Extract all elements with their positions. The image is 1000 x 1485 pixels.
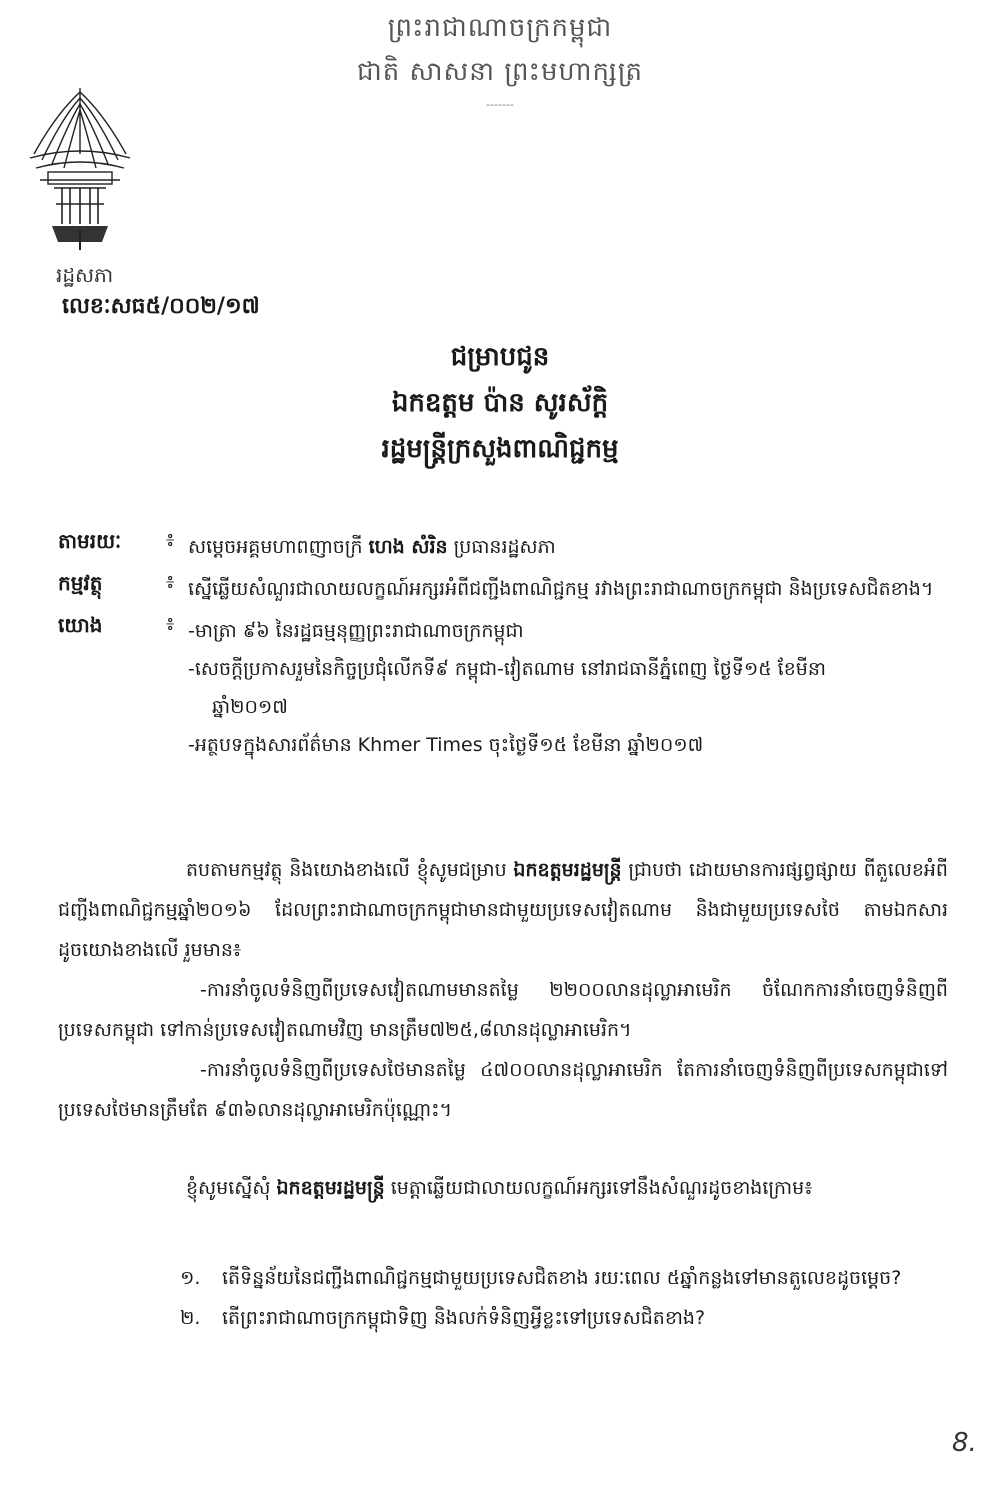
- via-name: ហេង សំរិន: [368, 536, 448, 558]
- addressee-title: រដ្ឋមន្ត្រីក្រសួងពាណិជ្ជកម្ម: [381, 434, 619, 464]
- spacer: [58, 1130, 948, 1168]
- subject-colon: ៖: [166, 571, 175, 593]
- body-paragraph: -ការនាំចូលទំនិញពីប្រទេសវៀតណាមមានតម្លៃ ២២០០លានដុល្លាអាមេរិក ចំណែកការនាំចេញទំនិញពីប្រទេសកម្ពុជា ទៅកាន់ប្រទេសវៀតណាមវិញ មានត្រឹម៧២៥,៨លានដុល្លាអាមេរិក។: [58, 979, 948, 1041]
- subject-row: [58, 570, 958, 608]
- body-text: ជ្រាបថា ដោយមានការផ្សព្វផ្សាយ ពីតួលេខអំពីជញ្ជីងពាណិជ្ជកម្មឆ្នាំ២០១៦ ដែលព្រះរាជាណាចក្រកម្ពុជាមានជាមួយប្រទេសវៀតណាម និងជាមួយប្រទេសថៃ តាមឯកសារដូចយោងខាងលើ រួមមាន៖: [58, 859, 948, 961]
- question-list: [180, 1258, 950, 1338]
- via-suffix: ប្រធានរដ្ឋសភា: [453, 536, 556, 558]
- heading-ornament: -------: [486, 98, 514, 111]
- body-bold-text: ឯកឧត្តមរដ្ឋមន្ត្រី: [513, 859, 622, 881]
- question-number: ២.: [180, 1307, 201, 1329]
- list-item: [180, 1258, 950, 1298]
- reference-colon: ៖: [166, 613, 175, 635]
- national-assembly-emblem-icon: [26, 84, 134, 250]
- body-text: ខ្ញុំសូមស្នើសុំ: [186, 1177, 271, 1199]
- kingdom-title: ព្រះរាជាណាចក្រកម្ពុជា: [387, 13, 613, 43]
- list-item: [180, 1298, 950, 1338]
- institution-name: រដ្ឋសភា: [56, 263, 114, 287]
- question-number: ១.: [180, 1267, 201, 1289]
- body-text: មេត្តាឆ្លើយជាលាយលក្ខណ៍អក្សរទៅនឹងសំណួរដូចខាងក្រោម៖: [390, 1177, 813, 1199]
- subject-label: កម្មវត្ថុ: [58, 571, 103, 595]
- reference-row: [58, 612, 958, 764]
- body-paragraph: [58, 1168, 948, 1208]
- subject-value: ស្នើឆ្លើយសំណួរជាលាយលក្ខណ៍អក្សរអំពីជញ្ជីងពាណិជ្ជកម្ម រវាងព្រះរាជាណាចក្រកម្ពុជា និងប្រទេសជិតខាង។: [188, 578, 934, 600]
- page-number: 8.: [952, 1428, 977, 1458]
- reference-number: លេខៈសធ៥/០០២/១៧: [62, 294, 260, 319]
- letter-fields: [58, 528, 958, 768]
- via-colon: ៖: [166, 529, 175, 551]
- reference-item: -សេចក្តីប្រកាសរួមនៃកិច្ចប្រជុំលើកទី៩ កម្ពុជា-វៀតណាម នៅរាជធានីភ្នំពេញ ថ្ងៃទី១៥ ខែមីនា: [188, 658, 826, 680]
- national-motto: ជាតិ សាសនា ព្រះមហាក្សត្រ: [357, 57, 643, 87]
- reference-item: -អត្ថបទក្នុងសារព័ត៌មាន Khmer Times ចុះថ្ងៃទី១៥ ខែមីនា ឆ្នាំ២០១៧: [188, 734, 704, 756]
- addressee-block: [260, 334, 740, 472]
- salutation: ជម្រាបជូន: [450, 342, 550, 372]
- reference-item-continued: ឆ្នាំ២០១៧: [212, 696, 288, 718]
- body-bold-text: ឯកឧត្តមរដ្ឋមន្ត្រី: [276, 1177, 385, 1199]
- via-value: [188, 528, 958, 566]
- kingdom-heading: [300, 6, 700, 114]
- via-label: តាមរយៈ: [58, 529, 122, 553]
- reference-item: -មាត្រា ៩៦ នៃរដ្ឋធម្មនុញ្ញព្រះរាជាណាចក្រកម្ពុជា: [188, 620, 524, 642]
- reference-list: [188, 612, 958, 764]
- letter-body: [58, 850, 948, 1208]
- body-text: តបតាមកម្មវត្ថុ និងយោងខាងលើ ខ្ញុំសូមជម្រាប: [186, 859, 507, 881]
- addressee-name: ឯកឧត្តម ប៉ាន សូរស័ក្តិ: [391, 388, 609, 418]
- reference-label: យោង: [58, 613, 103, 637]
- body-paragraph: [58, 850, 948, 970]
- body-paragraph: -ការនាំចូលទំនិញពីប្រទេសថៃមានតម្លៃ ៤៧០០លានដុល្លាអាមេរិក តែការនាំចេញទំនិញពីប្រទេសកម្ពុជាទៅប្រទេសថៃមានត្រឹមតែ ៩៣៦លានដុល្លាអាមេរិកប៉ុណ្ណោះ។: [58, 1059, 948, 1121]
- via-prefix: សម្តេចអគ្គមហាពញាចក្រី: [188, 536, 363, 558]
- via-row: [58, 528, 958, 566]
- question-text: តើព្រះរាជាណាចក្រកម្ពុជាទិញ និងលក់ទំនិញអ្វីខ្លះទៅប្រទេសជិតខាង?: [222, 1307, 706, 1329]
- question-text: តើទិន្នន័យនៃជញ្ជីងពាណិជ្ជកម្មជាមួយប្រទេសជិតខាង រយៈពេល ៥ឆ្នាំកន្លងទៅមានតួលេខដូចម្តេច?: [222, 1267, 902, 1289]
